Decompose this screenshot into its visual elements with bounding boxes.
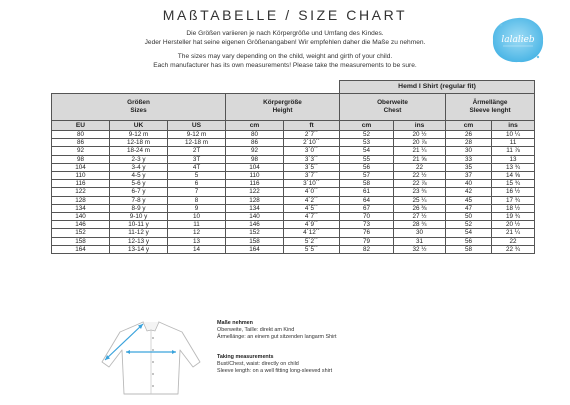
cell-sleeve-cm: 26 bbox=[446, 131, 492, 139]
chest-header-line: Chest bbox=[383, 107, 402, 114]
cell-sleeve-ins: 20 ½ bbox=[492, 221, 535, 229]
cell-eu: 86 bbox=[52, 139, 110, 147]
notes-english-line: Sleeve length: on a well fitting long-sleeved shirt bbox=[217, 368, 333, 375]
cell-uk: 10-11 y bbox=[110, 221, 168, 229]
cell-height-ft: 4´0´´ bbox=[284, 188, 340, 196]
cell-us: 9 bbox=[168, 204, 226, 212]
cell-chest-cm: 58 bbox=[340, 180, 394, 188]
table-body bbox=[52, 131, 535, 254]
cell-uk: 13-14 y bbox=[110, 245, 168, 253]
cell-sleeve-ins: 10 ¼ bbox=[492, 131, 535, 139]
cell-chest-ins: 22 bbox=[394, 163, 446, 171]
chest-header bbox=[340, 94, 446, 121]
sleeve-header-line: Sleeve lenght bbox=[469, 107, 511, 114]
cell-height-ft: 5´5´´ bbox=[284, 245, 340, 253]
cell-sleeve-ins: 21 ¼ bbox=[492, 229, 535, 237]
cell-us: 9-12 m bbox=[168, 131, 226, 139]
cell-uk: 12-13 y bbox=[110, 237, 168, 245]
cell-height-cm: 158 bbox=[226, 237, 284, 245]
cell-sleeve-cm: 40 bbox=[446, 180, 492, 188]
unit-height-cm: cm bbox=[226, 121, 284, 131]
unit-eu: EU bbox=[52, 121, 110, 131]
cell-height-cm: 110 bbox=[226, 172, 284, 180]
cell-us: 3T bbox=[168, 155, 226, 163]
cell-us: 8 bbox=[168, 196, 226, 204]
shirt-illustration bbox=[96, 316, 206, 402]
cell-sleeve-cm: 28 bbox=[446, 139, 492, 147]
cell-sleeve-cm: 54 bbox=[446, 229, 492, 237]
unit-height-ft: ft bbox=[284, 121, 340, 131]
cell-us: 7 bbox=[168, 188, 226, 196]
sizes-header bbox=[52, 94, 226, 121]
cell-us: 5 bbox=[168, 172, 226, 180]
cell-eu: 134 bbox=[52, 204, 110, 212]
cell-height-ft: 4´2´´ bbox=[284, 196, 340, 204]
shirt-group-header: Hemd I Shirt (regular fit) bbox=[340, 81, 535, 94]
cell-height-ft: 2´10´´ bbox=[284, 139, 340, 147]
unit-chest-cm: cm bbox=[340, 121, 394, 131]
cell-chest-ins: 32 ½ bbox=[394, 245, 446, 253]
cell-eu: 128 bbox=[52, 196, 110, 204]
cell-sleeve-cm: 37 bbox=[446, 172, 492, 180]
intro-english bbox=[0, 52, 570, 70]
cell-us: 14 bbox=[168, 245, 226, 253]
cell-sleeve-ins: 14 ⅝ bbox=[492, 172, 535, 180]
intro-german-line: Jeder Hersteller hat seine eigenen Größenangaben! Wir empfehlen daher die Maße zu nehmen. bbox=[144, 39, 426, 46]
cell-height-cm: 98 bbox=[226, 155, 284, 163]
table-row bbox=[52, 131, 535, 139]
cell-height-ft: 3´3´´ bbox=[284, 155, 340, 163]
size-chart-table bbox=[51, 80, 535, 254]
cell-us: 12 bbox=[168, 229, 226, 237]
height-header-line: Körpergröße bbox=[263, 99, 302, 106]
intro-english-line: The sizes may vary depending on the child, weight and girth of your child. bbox=[177, 53, 393, 60]
cell-chest-cm: 57 bbox=[340, 172, 394, 180]
page-title: MAßTABELLE / SIZE CHART bbox=[162, 7, 408, 23]
cell-chest-cm: 64 bbox=[340, 196, 394, 204]
cell-sleeve-cm: 52 bbox=[446, 221, 492, 229]
cell-sleeve-cm: 42 bbox=[446, 188, 492, 196]
measuring-notes-german bbox=[217, 320, 337, 342]
brand-logo bbox=[489, 15, 547, 65]
chest-header-line: Oberweite bbox=[377, 99, 408, 106]
cell-height-ft: 4´7´´ bbox=[284, 213, 340, 221]
cell-chest-cm: 55 bbox=[340, 155, 394, 163]
cell-eu: 98 bbox=[52, 155, 110, 163]
cell-height-ft: 3´10´´ bbox=[284, 180, 340, 188]
cell-height-ft: 3´7´´ bbox=[284, 172, 340, 180]
unit-us: US bbox=[168, 121, 226, 131]
cell-sleeve-ins: 13 ¾ bbox=[492, 163, 535, 171]
cell-chest-ins: 21 ¼ bbox=[394, 147, 446, 155]
cell-uk: 4-5 y bbox=[110, 172, 168, 180]
table-row bbox=[52, 213, 535, 221]
cell-sleeve-ins: 22 bbox=[492, 237, 535, 245]
cell-sleeve-cm: 58 bbox=[446, 245, 492, 253]
cell-chest-ins: 25 ¼ bbox=[394, 196, 446, 204]
cell-us: 4T bbox=[168, 163, 226, 171]
cell-height-cm: 104 bbox=[226, 163, 284, 171]
cell-eu: 164 bbox=[52, 245, 110, 253]
cell-chest-ins: 30 bbox=[394, 229, 446, 237]
cell-us: 6 bbox=[168, 180, 226, 188]
cell-height-cm: 92 bbox=[226, 147, 284, 155]
table-row bbox=[52, 204, 535, 212]
intro-german bbox=[0, 29, 570, 47]
cell-sleeve-cm: 50 bbox=[446, 213, 492, 221]
height-header-line: Height bbox=[272, 107, 293, 114]
cell-sleeve-ins: 11 ⅞ bbox=[492, 147, 535, 155]
cell-chest-ins: 20 ½ bbox=[394, 131, 446, 139]
svg-text:lalalieb: lalalieb bbox=[501, 35, 535, 45]
cell-height-ft: 3´0´´ bbox=[284, 147, 340, 155]
cell-sleeve-ins: 13 bbox=[492, 155, 535, 163]
cell-chest-ins: 22 ⅞ bbox=[394, 180, 446, 188]
table-row bbox=[52, 196, 535, 204]
cell-height-cm: 122 bbox=[226, 188, 284, 196]
cell-chest-cm: 53 bbox=[340, 139, 394, 147]
unit-sleeve-ins: ins bbox=[492, 121, 535, 131]
cell-uk: 9-12 m bbox=[110, 131, 168, 139]
cell-chest-cm: 76 bbox=[340, 229, 394, 237]
cell-sleeve-ins: 16 ½ bbox=[492, 188, 535, 196]
cell-height-cm: 146 bbox=[226, 221, 284, 229]
cell-height-ft: 2´7´´ bbox=[284, 131, 340, 139]
table-row bbox=[52, 155, 535, 163]
table-row bbox=[52, 139, 535, 147]
cell-sleeve-cm: 30 bbox=[446, 147, 492, 155]
cell-chest-ins: 26 ⅜ bbox=[394, 204, 446, 212]
cell-chest-cm: 67 bbox=[340, 204, 394, 212]
intro-english-line: Each manufacturer has its own measurements! Please take the measurements to be sure. bbox=[153, 62, 417, 69]
cell-uk: 3-4 y bbox=[110, 163, 168, 171]
table-row bbox=[52, 188, 535, 196]
cell-uk: 6-7 y bbox=[110, 188, 168, 196]
cell-chest-ins: 21 ⅝ bbox=[394, 155, 446, 163]
cell-us: 10 bbox=[168, 213, 226, 221]
sleeve-header bbox=[446, 94, 535, 121]
table-unit-row bbox=[52, 121, 535, 131]
cell-uk: 11-12 y bbox=[110, 229, 168, 237]
cell-sleeve-cm: 47 bbox=[446, 204, 492, 212]
cell-sleeve-ins: 15 ¾ bbox=[492, 180, 535, 188]
cell-uk: 7-8 y bbox=[110, 196, 168, 204]
cell-eu: 110 bbox=[52, 172, 110, 180]
cell-eu: 158 bbox=[52, 237, 110, 245]
cell-height-cm: 86 bbox=[226, 139, 284, 147]
cell-eu: 122 bbox=[52, 188, 110, 196]
table-row bbox=[52, 237, 535, 245]
cell-sleeve-ins: 17 ¾ bbox=[492, 196, 535, 204]
cell-sleeve-cm: 45 bbox=[446, 196, 492, 204]
notes-english-heading: Taking measurements bbox=[217, 354, 274, 360]
table-row bbox=[52, 172, 535, 180]
table-group-header-row bbox=[52, 81, 535, 94]
cell-chest-cm: 61 bbox=[340, 188, 394, 196]
cell-sleeve-cm: 56 bbox=[446, 237, 492, 245]
cell-chest-ins: 27 ½ bbox=[394, 213, 446, 221]
cell-chest-ins: 22 ½ bbox=[394, 172, 446, 180]
cell-height-ft: 4´5´´ bbox=[284, 204, 340, 212]
unit-chest-ins: ins bbox=[394, 121, 446, 131]
cell-chest-ins: 20 ⅞ bbox=[394, 139, 446, 147]
cell-uk: 12-18 m bbox=[110, 139, 168, 147]
cell-eu: 104 bbox=[52, 163, 110, 171]
cell-sleeve-ins: 19 ¾ bbox=[492, 213, 535, 221]
measuring-notes-english bbox=[217, 354, 332, 376]
cell-eu: 146 bbox=[52, 221, 110, 229]
cell-sleeve-cm: 33 bbox=[446, 155, 492, 163]
cell-height-ft: 5´2´´ bbox=[284, 237, 340, 245]
cell-height-cm: 128 bbox=[226, 196, 284, 204]
table-row bbox=[52, 180, 535, 188]
cell-height-cm: 152 bbox=[226, 229, 284, 237]
cell-us: 11 bbox=[168, 221, 226, 229]
cell-height-ft: 3´5´´ bbox=[284, 163, 340, 171]
cell-us: 2T bbox=[168, 147, 226, 155]
cell-sleeve-cm: 35 bbox=[446, 163, 492, 171]
cell-height-ft: 4´9´´ bbox=[284, 221, 340, 229]
cell-uk: 8-9 y bbox=[110, 204, 168, 212]
cell-chest-cm: 73 bbox=[340, 221, 394, 229]
cell-eu: 152 bbox=[52, 229, 110, 237]
cell-height-ft: 4´12´´ bbox=[284, 229, 340, 237]
cell-height-cm: 164 bbox=[226, 245, 284, 253]
cell-height-cm: 140 bbox=[226, 213, 284, 221]
cell-sleeve-ins: 18 ½ bbox=[492, 204, 535, 212]
height-header bbox=[226, 94, 340, 121]
sleeve-header-line: Ärmellänge bbox=[472, 99, 508, 106]
cell-height-cm: 116 bbox=[226, 180, 284, 188]
table-row bbox=[52, 229, 535, 237]
cell-height-cm: 134 bbox=[226, 204, 284, 212]
unit-sleeve-cm: cm bbox=[446, 121, 492, 131]
intro-german-line: Die Größen variieren je nach Körpergröße und Umfang des Kindes. bbox=[186, 30, 384, 37]
unit-uk: UK bbox=[110, 121, 168, 131]
table-row bbox=[52, 245, 535, 253]
cell-sleeve-ins: 22 ¾ bbox=[492, 245, 535, 253]
cell-uk: 5-6 y bbox=[110, 180, 168, 188]
table-row bbox=[52, 147, 535, 155]
cell-eu: 140 bbox=[52, 213, 110, 221]
table-row bbox=[52, 163, 535, 171]
table-header-row bbox=[52, 94, 535, 121]
notes-german-heading: Maße nehmen bbox=[217, 320, 253, 326]
cell-us: 12-18 m bbox=[168, 139, 226, 147]
cell-chest-cm: 82 bbox=[340, 245, 394, 253]
notes-german-line: Oberweite, Taille: direkt am Kind bbox=[217, 327, 295, 334]
cell-chest-ins: 31 bbox=[394, 237, 446, 245]
cell-eu: 92 bbox=[52, 147, 110, 155]
table-row bbox=[52, 221, 535, 229]
cell-chest-cm: 70 bbox=[340, 213, 394, 221]
cell-chest-cm: 56 bbox=[340, 163, 394, 171]
cell-chest-ins: 23 ¾ bbox=[394, 188, 446, 196]
cell-uk: 9-10 y bbox=[110, 213, 168, 221]
cell-chest-ins: 28 ¾ bbox=[394, 221, 446, 229]
cell-chest-cm: 54 bbox=[340, 147, 394, 155]
cell-uk: 18-24 m bbox=[110, 147, 168, 155]
notes-english-line: Bust/Chest, waist: directly on child bbox=[217, 361, 299, 368]
cell-eu: 80 bbox=[52, 131, 110, 139]
cell-height-cm: 80 bbox=[226, 131, 284, 139]
cell-eu: 116 bbox=[52, 180, 110, 188]
cell-sleeve-ins: 11 bbox=[492, 139, 535, 147]
cell-chest-cm: 52 bbox=[340, 131, 394, 139]
sizes-header-line: Sizes bbox=[130, 107, 147, 114]
notes-german-line: Ärmellänge: an einem gut sitzenden langarm Shirt bbox=[217, 334, 337, 341]
cell-chest-cm: 79 bbox=[340, 237, 394, 245]
sizes-header-line: Größen bbox=[127, 99, 150, 106]
cell-us: 13 bbox=[168, 237, 226, 245]
cell-uk: 2-3 y bbox=[110, 155, 168, 163]
